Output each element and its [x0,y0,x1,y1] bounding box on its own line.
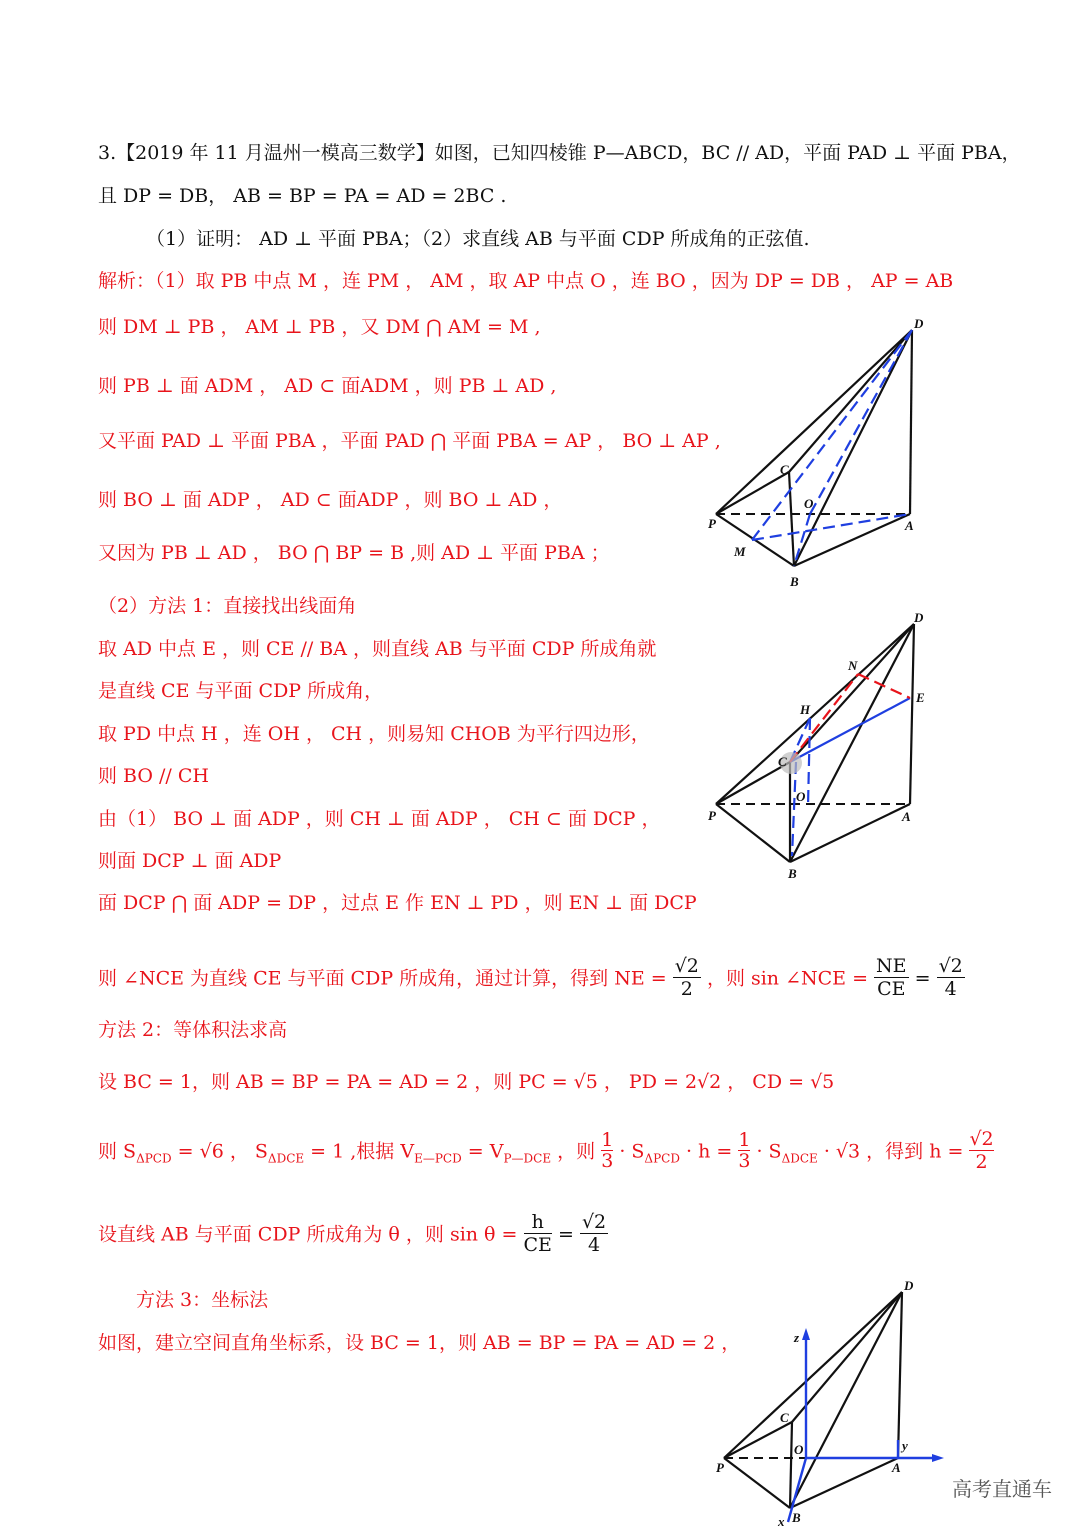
solution-line-13: 则面 DCP ⊥ 面 ADP [98,850,282,872]
denominator: 3 [738,1150,751,1172]
denominator: 3 [601,1150,614,1172]
label-x: x [778,1514,785,1527]
label-O: O [794,1442,804,1457]
solution-line-17: 设 BC = 1，则 AB = BP = PA = AD = 2 ，则 PC = √5 ， PD = 2√2 ， CD = √5 [98,1071,835,1093]
method-3-heading: 方法 3：坐标法 [136,1289,269,1311]
fraction-ne [673,955,701,1000]
label-N: N [848,658,858,673]
solution-line-3: 则 PB ⊥ 面 ADM ， AD ⊂ 面ADM ，则 PB ⊥ AD , [98,375,557,397]
fraction-one-third [738,1130,750,1171]
text-segment: · h = [679,1140,739,1163]
subscript: ΔPCD [136,1151,172,1166]
solution-line-4: 又平面 PAD ⊥ 平面 PBA ，平面 PAD ⋂ 平面 PBA = AP ， BO ⊥ AP , [98,430,721,452]
label-D: D [904,1278,914,1293]
solution-line-5: 则 BO ⊥ 面 ADP ， AD ⊂ 面ADP ，则 BO ⊥ AD ， [98,489,563,511]
subscript: P—DCE [503,1151,552,1166]
denominator: 4 [587,1234,601,1256]
text-segment: 则 S [98,1140,137,1163]
subscript: ΔDCE [267,1151,305,1166]
denominator: 2 [680,978,693,1000]
text-segment: 设直线 AB 与平面 CDP 所成角为 θ ，则 sin θ = [98,1223,524,1246]
method-1-heading: （2）方法 1：直接找出线面角 [98,595,357,617]
subscript: ΔDCE [781,1151,818,1166]
label-z: z [794,1330,800,1345]
denominator: 2 [975,1151,988,1173]
text-segment: ，则 sin ∠NCE = [706,967,875,990]
text-segment: ，则 [551,1140,602,1163]
label-E: E [916,690,925,705]
watermark: 高考直通车 [952,1477,1052,1501]
label-A: A [905,518,914,533]
fraction-h-ce [524,1211,552,1256]
numerator: NE [876,955,907,977]
solution-line-19: 设直线 AB 与平面 CDP 所成角为 θ ，则 sin θ = $\frac{h}{CE}$ = $\frac{√2}{4}$ [98,1211,607,1256]
fraction-result [937,955,965,1000]
numerator: √2 [969,1128,994,1150]
figure-pyramid-3 [700,1276,950,1527]
solution-line-9: 是直线 CE 与平面 CDP 所成角， [98,680,384,702]
label-C: C [780,1410,789,1425]
denominator: CE [877,978,906,1000]
solution-line-12: 由（1） BO ⊥ 面 ADP ，则 CH ⊥ 面 ADP ， CH ⊂ 面 DCP ， [98,808,661,830]
label-O: O [804,496,814,511]
solution-line-11: 则 BO // CH [98,765,209,787]
label-P: P [716,1460,724,1475]
label-B: B [790,574,799,589]
fraction-result [580,1211,608,1256]
method-2-heading: 方法 2：等体积法求高 [98,1019,288,1041]
figure-pyramid-2 [700,606,940,886]
solution-line-21: 如图，建立空间直角坐标系，设 BC = 1，则 AB = BP = PA = AD = 2 ， [98,1332,741,1354]
label-B: B [792,1510,801,1525]
solution-line-8: 取 AD 中点 E ，则 CE // BA ，则直线 AB 与平面 CDP 所成角就 [98,638,657,660]
numerator: √2 [938,955,963,977]
label-y: y [902,1438,908,1453]
label-M: M [734,544,746,559]
text-segment: = √6 ， S [171,1140,268,1163]
solution-line-18 [98,1130,994,1175]
numerator: h [524,1211,552,1234]
text-segment: = V [461,1140,504,1163]
numerator: 1 [601,1129,614,1151]
denominator: 4 [944,978,957,1000]
problem-line-2: 且 DP = DB， AB = BP = PA = AD = 2BC . [98,185,507,207]
fraction-h [969,1128,993,1173]
label-D: D [914,610,924,625]
label-H: H [800,702,811,717]
label-P: P [708,516,716,531]
denominator: CE [523,1234,552,1256]
text-segment: · S [613,1140,645,1163]
label-C: C [780,462,789,477]
solution-line-10: 取 PD 中点 H ，连 OH ， CH ，则易知 CHOB 为平行四边形， [98,723,650,745]
label-B: B [788,866,797,881]
solution-line-15: 则 ∠NCE 为直线 CE 与平面 CDP 所成角，通过计算，得到 NE = $\frac{√2}{2}$ ，则 sin ∠NCE = $\frac{NE}{CE}$ = $\frac{√2}{4}$ [98,955,963,1000]
text-segment: 则 ∠NCE 为直线 CE 与平面 CDP 所成角，通过计算，得到 NE = [98,967,673,990]
label-A: A [892,1460,901,1475]
figure-pyramid-1 [700,312,940,592]
text-segment: · √3 ，得到 h = [817,1140,970,1163]
solution-line-2: 则 DM ⊥ PB ， AM ⊥ PB ，又 DM ⋂ AM = M , [98,316,541,338]
fraction-one-third [601,1130,613,1171]
solution-line-1: 解析：（1）取 PB 中点 M ，连 PM ， AM ，取 AP 中点 O ，连 BO ，因为 DP = DB ， AP = AB [98,270,954,292]
label-P: P [708,808,716,823]
subscript: E—PCD [414,1151,462,1166]
label-D: D [914,316,924,331]
label-C: C [778,754,787,769]
numerator: √2 [674,955,699,977]
subscript: ΔPCD [644,1151,680,1166]
problem-line-1: 3.【2019 年 11 月温州一模高三数学】如图，已知四棱锥 P—ABCD，BC // AD，平面 PAD ⊥ 平面 PBA， [98,142,1021,164]
label-A: A [902,809,911,824]
fraction-ne-ce [874,955,909,1000]
label-O: O [796,789,806,804]
problem-line-3: （1）证明： AD ⊥ 平面 PBA；（2）求直线 AB 与平面 CDP 所成角的正弦值. [146,228,810,250]
text-segment: = 1 ,根据 V [304,1140,415,1163]
numerator: √2 [581,1211,607,1233]
text-segment: · S [750,1140,782,1163]
solution-line-14: 面 DCP ⋂ 面 ADP = DP ，过点 E 作 EN ⊥ PD ，则 EN ⊥ 面 DCP [98,892,697,914]
numerator: 1 [738,1129,751,1151]
solution-line-6: 又因为 PB ⊥ AD ， BO ⋂ BP = B ,则 AD ⊥ 平面 PBA ； [98,542,610,564]
